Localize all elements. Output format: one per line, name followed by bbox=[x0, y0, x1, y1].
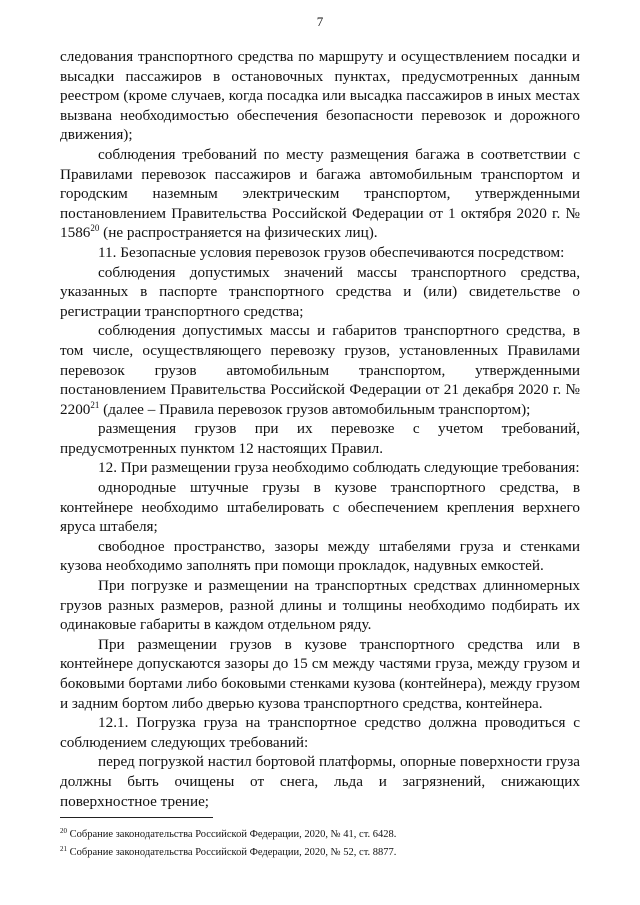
footnote-text: Собрание законодательства Российской Федерации, 2020, № 41, ст. 6428. bbox=[69, 829, 397, 840]
footnote-ref-21: 21 bbox=[90, 399, 100, 410]
footnote-21 bbox=[60, 846, 580, 859]
footnote-separator bbox=[60, 817, 213, 818]
paragraph-text: соблюдения допустимых массы и габаритов транспортного средства, в том числе, осуществляющего перевозку грузов, установленных Правилами перевозок грузов автомобильным транспортом, утвержденными постановлением Правительства Российской Федерации от 21 декабря 2020 г. № 2200 bbox=[60, 322, 580, 418]
footnote-text: Собрание законодательства Российской Федерации, 2020, № 52, ст. 8877. bbox=[69, 847, 397, 858]
paragraph: При погрузке и размещении на транспортных средствах длинномерных грузов разных размеров, разной длины и толщины необходимо подбирать их одинаковые габариты в каждом отдельном ряду. bbox=[60, 577, 580, 634]
paragraph: свободное пространство, зазоры между штабелями груза и стенками кузова необходимо заполнять при помощи прокладок, надувных емкостей. bbox=[60, 537, 580, 575]
paragraph: При размещении грузов в кузове транспортного средства или в контейнере допускаются зазоры до 15 см между частями груза, между грузом и боковыми бортами либо боковыми стенками кузова (контейнера), между грузом и задним бортом либо дверью кузова транспортного средства, контейнера. bbox=[60, 635, 580, 712]
paragraph: однородные штучные грузы в кузове транспортного средства, в контейнере необходимо штабелировать с обеспечением крепления верхнего яруса штабеля; bbox=[60, 479, 580, 536]
paragraph: перед погрузкой настил бортовой платформы, опорные поверхности груза должны быть очищены от снега, льда и загрязнений, снижающих поверхностное трение; bbox=[60, 753, 580, 810]
footnote-ref-20: 20 bbox=[90, 223, 100, 234]
paragraph: 12. При размещении груза необходимо соблюдать следующие требования: bbox=[98, 459, 580, 477]
paragraph-text: (не распространяется на физических лиц). bbox=[103, 224, 378, 242]
paragraph: размещения грузов при их перевозке с учетом требований, предусмотренных пунктом 12 настоящих Правил. bbox=[60, 420, 580, 457]
page-number: 7 bbox=[316, 14, 324, 29]
paragraph-with-footnote-20 bbox=[60, 145, 580, 243]
paragraph-text: соблюдения требований по месту размещения багажа в соответствии с Правилами перевозок пассажиров и багажа автомобильным транспортом и городским наземным электрическим транспортом, утвержденными постановлением Правительства Российской Федерации от 1 октября 2020 г. № 1586 bbox=[60, 145, 580, 242]
footnote-number: 20 bbox=[60, 827, 67, 835]
footnote-20 bbox=[60, 828, 580, 841]
document-body bbox=[60, 47, 580, 811]
paragraph-text: (далее – Правила перевозок грузов автомобильным транспортом); bbox=[103, 400, 531, 418]
paragraph: следования транспортного средства по маршруту и осуществлением посадки и высадки пассажиров в остановочных пунктах, предусмотренных данным реестром (кроме случаев, когда посадка или высадка пассажиров в иных местах вызвана необходимостью обеспечения безопасности перевозок и дорожного движения); bbox=[60, 48, 580, 144]
paragraph-with-footnote-21 bbox=[60, 321, 580, 419]
paragraph: 12.1. Погрузка груза на транспортное средство должна проводиться с соблюдением следующих требований: bbox=[60, 714, 580, 751]
footnote-number: 21 bbox=[60, 845, 67, 853]
paragraph: соблюдения допустимых значений массы транспортного средства, указанных в паспорте транспортного средства и (или) свидетельстве о регистрации транспортного средства; bbox=[60, 263, 580, 320]
paragraph: 11. Безопасные условия перевозок грузов обеспечиваются посредством: bbox=[98, 243, 565, 261]
